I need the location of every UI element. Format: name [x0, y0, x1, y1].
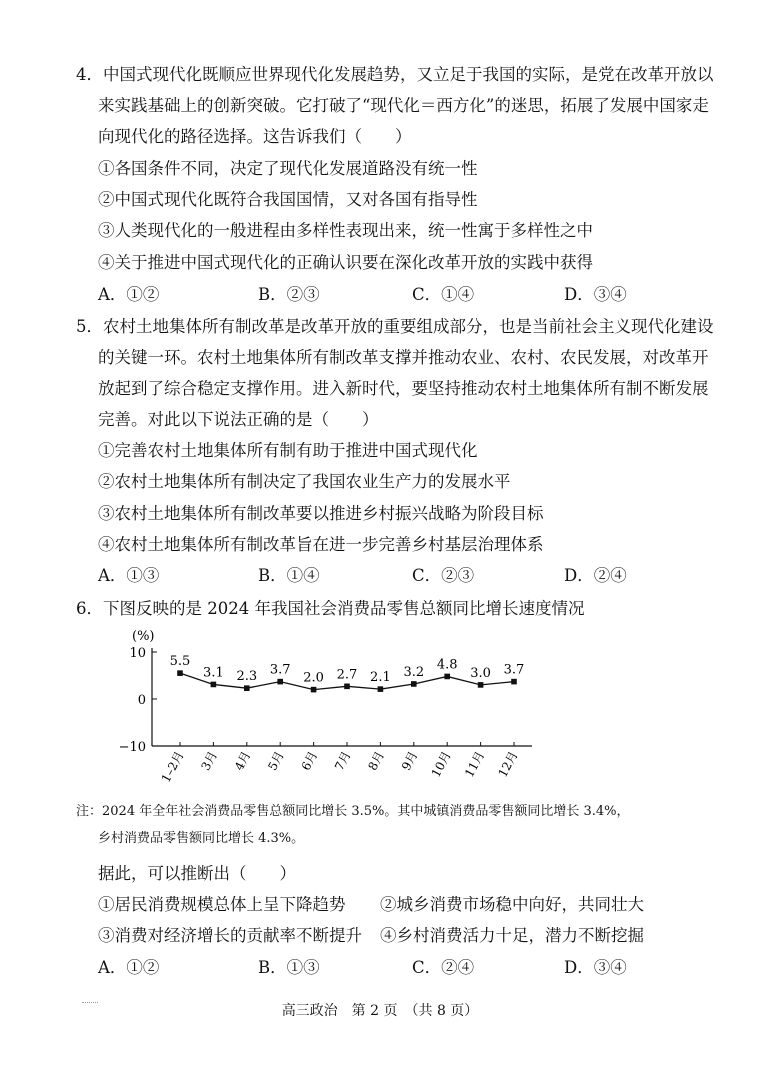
q6-note-line-1: 注：2024 年全年社会消费品零售总额同比增长 3.5%。其中城镇消费品零售额同比增长 3.4%， [76, 804, 630, 819]
q4-statement-3: ③人类现代化的一般进程由多样性表现出来，统一性寓于多样性之中 [98, 221, 593, 240]
q6-option-d[interactable]: D．③④ [564, 958, 627, 977]
chart-data-point [344, 684, 350, 690]
q5-option-d[interactable]: D．②④ [564, 566, 627, 585]
q5-option-c[interactable]: C．②③ [412, 566, 475, 585]
q6-statement-4: ④乡村消费活力十足，潜力不断挖掘 [380, 926, 644, 945]
q4-options [98, 284, 658, 306]
chart-data-point [277, 679, 283, 685]
q4-option-b[interactable]: B．②③ [258, 285, 320, 304]
chart-y-tick-label: −10 [118, 740, 146, 755]
chart-x-tick-label: 1–2月 [158, 748, 187, 785]
chart-y-axis-label: (%) [132, 629, 155, 644]
chart-data-point [411, 681, 417, 687]
q5-stem-line-4: 完善。对此以下说法正确的是（ ） [98, 410, 379, 429]
q4-statement-1: ①各国条件不同，决定了现代化发展道路没有统一性 [98, 159, 478, 178]
chart-x-tick-label: 10月 [428, 748, 454, 780]
q5-options [98, 565, 658, 587]
chart-x-tick-label: 6月 [298, 748, 321, 773]
chart-x-tick-label: 8月 [365, 748, 388, 773]
q6-options [98, 957, 658, 979]
chart-data-label: 3.0 [470, 665, 491, 681]
q5-stem-line-1: 5．农村土地集体所有制改革是改革开放的重要组成部分，也是当前社会主义现代化建设 [76, 317, 714, 336]
chart-data-point [478, 682, 484, 688]
chart-x-tick-label: 12月 [495, 748, 521, 780]
chart-data-point [211, 682, 217, 688]
page-footer: 高三政治 第 2 页 （共 8 页） [281, 1003, 479, 1019]
q4-statement-2: ②中国式现代化既符合我国国情，又对各国有指导性 [98, 190, 478, 209]
q6-stem: 6．下图反映的是 2024 年我国社会消费品零售总额同比增长速度情况 [76, 599, 585, 618]
chart-data-point [311, 687, 317, 693]
q6-prompt: 据此，可以推断出（ ） [98, 864, 296, 883]
q4-stem-line-2: 来实践基础上的创新突破。它打破了“现代化＝西方化”的迷思，拓展了发展中国家走 [98, 96, 709, 115]
chart-data-point [177, 670, 183, 676]
chart-x-tick-label: 9月 [398, 748, 421, 773]
q6-note-line-2: 乡村消费品零售额同比增长 4.3%。 [98, 831, 305, 846]
chart-x-tick-label: 7月 [332, 748, 354, 773]
q5-statement-2: ②农村土地集体所有制决定了我国农业生产力的发展水平 [98, 472, 511, 491]
chart-data-point [511, 679, 517, 685]
chart-x-tick-label: 3月 [198, 748, 221, 773]
chart-y-tick-label: 0 [137, 693, 146, 708]
q5-stem-line-3: 放起到了综合稳定支撑作用。进入新时代，要坚持推动农村土地集体所有制不断发展 [98, 379, 709, 398]
q6-statement-2: ②城乡消费市场稳中向好，共同壮大 [380, 895, 644, 914]
chart-data-label: 4.8 [436, 657, 458, 673]
chart-data-point [378, 686, 384, 692]
q4-statement-4: ④关于推进中国式现代化的正确认识要在深化改革开放的实践中获得 [98, 253, 593, 272]
chart-data-label: 3.7 [269, 662, 291, 678]
chart-x-tick-label: 11月 [462, 748, 488, 780]
q4-option-d[interactable]: D．③④ [564, 285, 627, 304]
chart-data-point [244, 685, 250, 691]
q4-stem-line-3: 向现代化的路径选择。这告诉我们（ ） [98, 127, 412, 146]
chart-data-label: 3.1 [203, 665, 224, 681]
q5-stem-line-2: 的关键一环。农村土地集体所有制改革支撑并推动农业、农村、农民发展，对改革开 [98, 348, 709, 367]
chart-data-label: 2.3 [236, 669, 258, 685]
q6-option-c[interactable]: C．②④ [412, 958, 475, 977]
q4-stem-line-1: 4．中国式现代化既顺应世界现代化发展趋势，又立足于我国的实际，是党在改革开放以 [76, 65, 714, 84]
q6-option-b[interactable]: B．①③ [258, 958, 320, 977]
q5-option-b[interactable]: B．①④ [258, 566, 320, 585]
retail-growth-chart [110, 622, 550, 802]
q4-option-a[interactable]: A．①② [98, 285, 160, 304]
chart-y-tick-label: 10 [129, 646, 146, 661]
q5-statement-4: ④农村土地集体所有制改革旨在进一步完善乡村基层治理体系 [98, 535, 544, 554]
chart-data-label: 2.1 [370, 670, 391, 686]
q6-option-a[interactable]: A．①② [98, 958, 160, 977]
chart-x-tick-label: 5月 [265, 748, 287, 773]
chart-data-label: 2.7 [336, 667, 358, 683]
q5-option-a[interactable]: A．①③ [98, 566, 160, 585]
q5-statement-3: ③农村土地集体所有制改革要以推进乡村振兴战略为阶段目标 [98, 504, 544, 523]
chart-data-label: 3.2 [403, 664, 425, 680]
chart-data-label: 3.7 [503, 662, 525, 678]
chart-data-label: 5.5 [169, 654, 191, 670]
q4-option-c[interactable]: C．①④ [412, 285, 475, 304]
chart-x-tick-label: 4月 [231, 748, 254, 773]
q5-statement-1: ①完善农村土地集体所有制有助于推进中国式现代化 [98, 441, 478, 460]
chart-data-label: 2.0 [303, 670, 324, 686]
q6-statement-1: ①居民消费规模总体上呈下降趋势 [98, 895, 346, 914]
chart-data-point [444, 674, 450, 680]
q6-statement-3: ③消费对经济增长的贡献率不断提升 [98, 926, 362, 945]
